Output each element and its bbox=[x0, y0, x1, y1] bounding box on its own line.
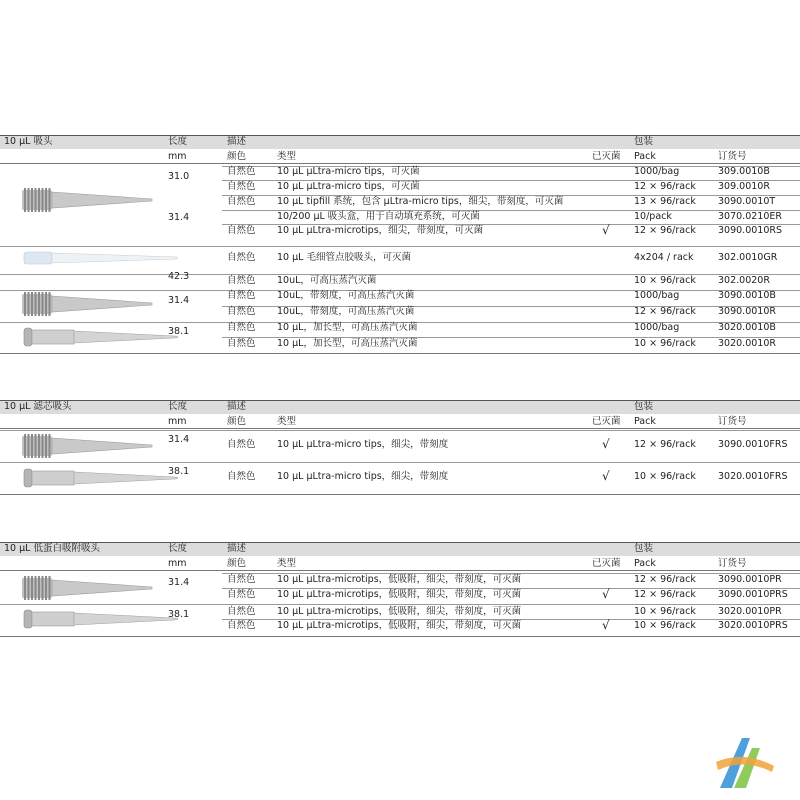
column-header-type: 类型 bbox=[277, 558, 297, 569]
section-title: 10 µL 滤芯吸头 bbox=[4, 401, 72, 412]
column-header-pack: Pack bbox=[634, 416, 656, 427]
row-pack: 12 × 96/rack bbox=[634, 225, 696, 236]
row-pack: 10 × 96/rack bbox=[634, 620, 696, 631]
row-type: 10/200 µL 吸头盒，用于自动填充系统，可灭菌 bbox=[277, 211, 480, 222]
row-type: 10 µL µLtra-microtips，低吸附，细尖，带刻度，可灭菌 bbox=[277, 589, 522, 600]
row-type: 10uL，可高压蒸汽灭菌 bbox=[277, 275, 377, 286]
row-color: 自然色 bbox=[227, 471, 256, 482]
section-bottom-rule bbox=[0, 636, 800, 637]
row-pack: 10 × 96/rack bbox=[634, 471, 696, 482]
row-color: 自然色 bbox=[227, 574, 256, 585]
row-length-mm: 31.4 bbox=[168, 434, 190, 445]
row-pack: 10 × 96/rack bbox=[634, 606, 696, 617]
row-pack: 12 × 96/rack bbox=[634, 574, 696, 585]
row-order-number: 309.0010R bbox=[718, 181, 770, 192]
column-header-mm: mm bbox=[168, 151, 187, 162]
row-pack: 1000/bag bbox=[634, 322, 680, 333]
row-color: 自然色 bbox=[227, 181, 256, 192]
row-order-number: 3090.0010PR bbox=[718, 574, 782, 585]
sterile-check: √ bbox=[602, 618, 610, 632]
row-order-number: 3020.0010PR bbox=[718, 606, 782, 617]
column-header-packaging: 包装 bbox=[634, 401, 654, 412]
column-header-length: 长度 bbox=[168, 543, 188, 554]
row-pack: 10 × 96/rack bbox=[634, 275, 696, 286]
row-type: 10 µL µLtra-micro tips，细尖，带刻度 bbox=[277, 471, 449, 482]
pipette-tip-image bbox=[18, 290, 178, 318]
column-header-type: 类型 bbox=[277, 151, 297, 162]
column-header-order-number: 订货号 bbox=[718, 558, 747, 569]
row-pack: 12 × 96/rack bbox=[634, 181, 696, 192]
row-order-number: 3090.0010FRS bbox=[718, 439, 788, 450]
section-header bbox=[0, 400, 800, 414]
row-color: 自然色 bbox=[227, 606, 256, 617]
section-bottom-rule bbox=[0, 494, 800, 495]
column-header-sterile: 已灭菌 bbox=[592, 558, 621, 569]
row-color: 自然色 bbox=[227, 322, 256, 333]
row-color: 自然色 bbox=[227, 338, 256, 349]
column-header-description: 描述 bbox=[227, 543, 247, 554]
column-header-description: 描述 bbox=[227, 401, 247, 412]
row-type: 10 µL µLtra-microtips，低吸附，细尖，带刻度，可灭菌 bbox=[277, 620, 522, 631]
row-divider bbox=[0, 430, 800, 431]
row-order-number: 3090.0010PRS bbox=[718, 589, 788, 600]
row-color: 自然色 bbox=[227, 306, 256, 317]
row-color: 自然色 bbox=[227, 290, 256, 301]
row-order-number: 3090.0010T bbox=[718, 196, 776, 207]
row-type: 10 µL µLtra-microtips，低吸附，细尖，带刻度，可灭菌 bbox=[277, 606, 522, 617]
row-pack: 1000/bag bbox=[634, 166, 680, 177]
pipette-tip-image bbox=[18, 605, 178, 633]
column-header-packaging: 包装 bbox=[634, 136, 654, 147]
pipette-tip-image bbox=[18, 244, 178, 272]
row-order-number: 302.0020R bbox=[718, 275, 770, 286]
row-color: 自然色 bbox=[227, 166, 256, 177]
section-title: 10 µL 吸头 bbox=[4, 136, 53, 147]
row-type: 10 µL tipfill 系统，包含 µLtra-micro tips，细尖，带刻度，可灭菌 bbox=[277, 196, 564, 207]
row-type: 10 µL，加长型，可高压蒸汽灭菌 bbox=[277, 338, 418, 349]
row-type: 10uL，带刻度，可高压蒸汽灭菌 bbox=[277, 306, 415, 317]
column-header-pack: Pack bbox=[634, 151, 656, 162]
row-color: 自然色 bbox=[227, 225, 256, 236]
sterile-check: √ bbox=[602, 437, 610, 451]
row-type: 10 µL 毛细管点胶吸头，可灭菌 bbox=[277, 252, 411, 263]
section-bottom-rule bbox=[0, 353, 800, 354]
row-color: 自然色 bbox=[227, 252, 256, 263]
row-pack: 13 × 96/rack bbox=[634, 196, 696, 207]
pipette-tip-image bbox=[18, 323, 178, 351]
row-length-mm: 31.4 bbox=[168, 577, 190, 588]
row-pack: 12 × 96/rack bbox=[634, 589, 696, 600]
column-header-color: 颜色 bbox=[227, 558, 247, 569]
column-header-sterile: 已灭菌 bbox=[592, 416, 621, 427]
row-order-number: 3070.0210ER bbox=[718, 211, 782, 222]
row-length-mm: 31.4 bbox=[168, 295, 190, 306]
row-order-number: 3020.0010PRS bbox=[718, 620, 788, 631]
section-subheader bbox=[0, 557, 800, 571]
section-title: 10 µL 低蛋白吸附吸头 bbox=[4, 543, 100, 554]
row-pack: 1000/bag bbox=[634, 290, 680, 301]
column-header-color: 颜色 bbox=[227, 151, 247, 162]
row-order-number: 3090.0010RS bbox=[718, 225, 783, 236]
row-type: 10 µL µLtra-microtips，细尖，带刻度，可灭菌 bbox=[277, 225, 484, 236]
column-header-order-number: 订货号 bbox=[718, 151, 747, 162]
row-type: 10uL，带刻度，可高压蒸汽灭菌 bbox=[277, 290, 415, 301]
column-header-pack: Pack bbox=[634, 558, 656, 569]
column-header-mm: mm bbox=[168, 416, 187, 427]
row-length-mm: 38.1 bbox=[168, 466, 190, 477]
row-type: 10 µL，加长型，可高压蒸汽灭菌 bbox=[277, 322, 418, 333]
column-header-order-number: 订货号 bbox=[718, 416, 747, 427]
row-order-number: 309.0010B bbox=[718, 166, 770, 177]
pipette-tip-image bbox=[18, 432, 178, 460]
row-color: 自然色 bbox=[227, 620, 256, 631]
row-pack: 12 × 96/rack bbox=[634, 306, 696, 317]
row-order-number: 3020.0010FRS bbox=[718, 471, 788, 482]
column-header-mm: mm bbox=[168, 558, 187, 569]
row-type: 10 µL µLtra-micro tips，细尖，带刻度 bbox=[277, 439, 449, 450]
row-length-mm: 31.4 bbox=[168, 212, 190, 223]
row-color: 自然色 bbox=[227, 439, 256, 450]
section-subheader bbox=[0, 415, 800, 429]
row-pack: 4x204 / rack bbox=[634, 252, 694, 263]
column-header-type: 类型 bbox=[277, 416, 297, 427]
row-pack: 10/pack bbox=[634, 211, 672, 222]
row-color: 自然色 bbox=[227, 196, 256, 207]
row-color: 自然色 bbox=[227, 275, 256, 286]
column-header-description: 描述 bbox=[227, 136, 247, 147]
row-type: 10 µL µLtra-micro tips，可灭菌 bbox=[277, 166, 420, 177]
column-header-sterile: 已灭菌 bbox=[592, 151, 621, 162]
section-header bbox=[0, 135, 800, 149]
column-header-color: 颜色 bbox=[227, 416, 247, 427]
pipette-tip-image bbox=[18, 574, 178, 602]
sterile-check: √ bbox=[602, 587, 610, 601]
row-length-mm: 38.1 bbox=[168, 609, 190, 620]
row-length-mm: 38.1 bbox=[168, 326, 190, 337]
row-order-number: 3020.0010B bbox=[718, 322, 776, 333]
row-type: 10 µL µLtra-micro tips，可灭菌 bbox=[277, 181, 420, 192]
brand-logo bbox=[712, 732, 776, 792]
pipette-tip-image bbox=[18, 464, 178, 492]
sterile-check: √ bbox=[602, 223, 610, 237]
column-header-length: 长度 bbox=[168, 401, 188, 412]
sterile-check: √ bbox=[602, 469, 610, 483]
row-length-mm: 31.0 bbox=[168, 171, 190, 182]
column-header-packaging: 包装 bbox=[634, 543, 654, 554]
row-pack: 12 × 96/rack bbox=[634, 439, 696, 450]
row-pack: 10 × 96/rack bbox=[634, 338, 696, 349]
pipette-tip-image bbox=[18, 186, 178, 214]
row-order-number: 302.0010GR bbox=[718, 252, 778, 263]
row-color: 自然色 bbox=[227, 589, 256, 600]
row-type: 10 µL µLtra-microtips，低吸附，细尖，带刻度，可灭菌 bbox=[277, 574, 522, 585]
row-order-number: 3020.0010R bbox=[718, 338, 776, 349]
column-header-length: 长度 bbox=[168, 136, 188, 147]
row-length-mm: 42.3 bbox=[168, 271, 190, 282]
row-order-number: 3090.0010R bbox=[718, 306, 776, 317]
section-header bbox=[0, 542, 800, 556]
section-subheader bbox=[0, 150, 800, 164]
row-order-number: 3090.0010B bbox=[718, 290, 776, 301]
row-divider bbox=[0, 462, 800, 463]
